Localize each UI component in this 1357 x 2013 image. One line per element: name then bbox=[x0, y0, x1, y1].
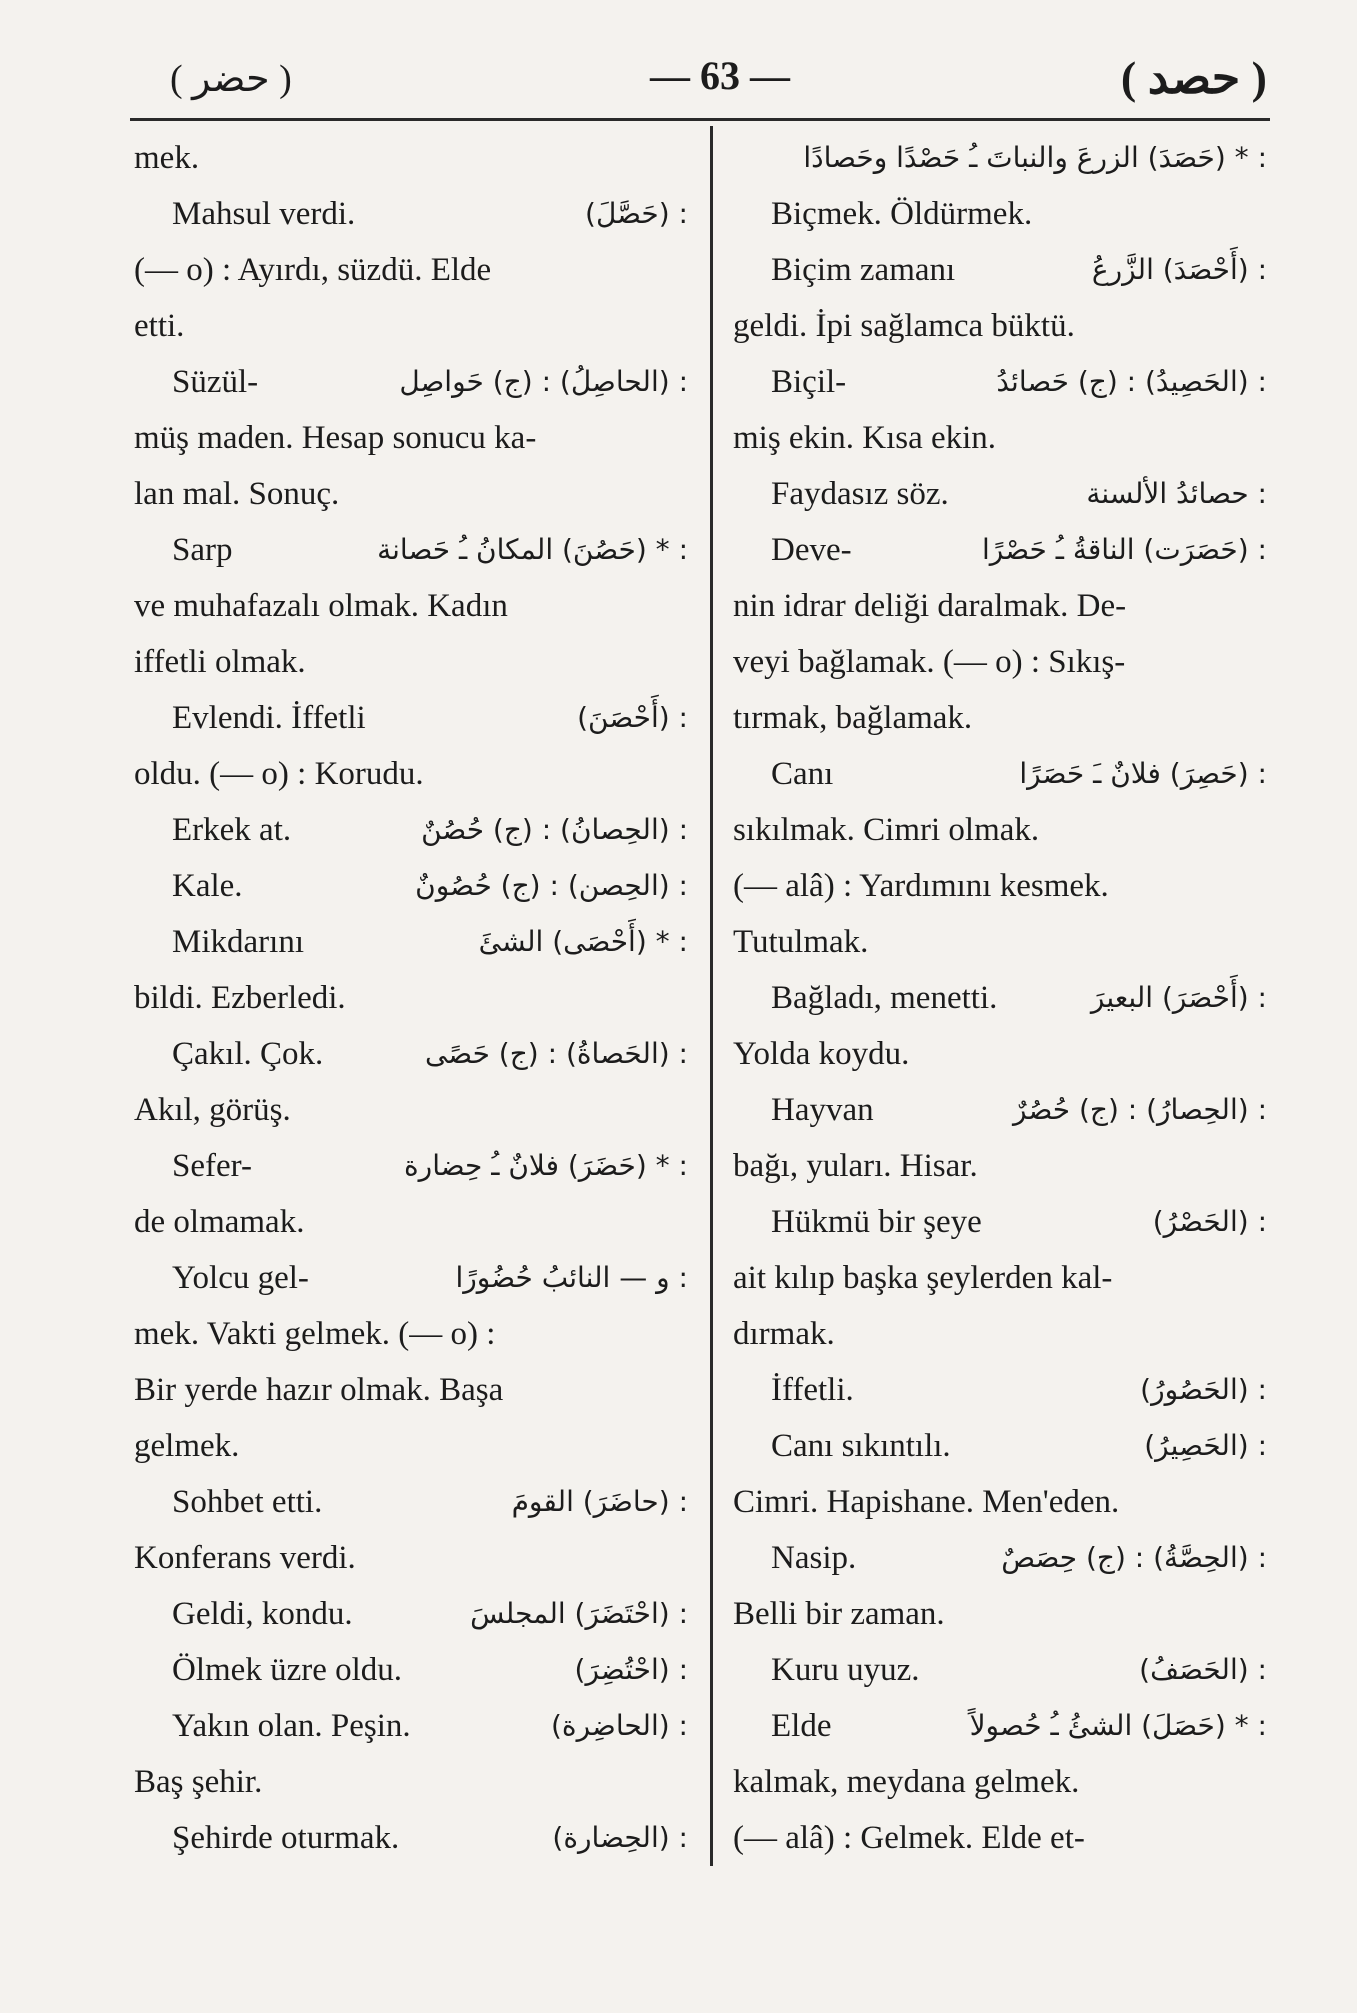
entry-line bbox=[134, 858, 694, 914]
entry-line bbox=[134, 578, 694, 634]
turkish-text: geldi. İpi sağlamca büktü. bbox=[733, 308, 1075, 344]
entry-line bbox=[134, 746, 694, 802]
turkish-text: Sefer- bbox=[172, 1148, 252, 1184]
entry-line bbox=[733, 746, 1273, 802]
turkish-text: Yolda koydu. bbox=[733, 1036, 910, 1072]
entry-line bbox=[733, 1250, 1273, 1306]
entry-line bbox=[134, 802, 694, 858]
turkish-text: Sarp bbox=[172, 532, 233, 568]
turkish-text: Evlendi. İffetli bbox=[172, 700, 366, 736]
turkish-text: Mikdarını bbox=[172, 924, 304, 960]
turkish-text: sıkılmak. Cimri olmak. bbox=[733, 812, 1040, 848]
page-number: — 63 — bbox=[650, 53, 790, 98]
arabic-headword: : (الحَصَفُ) bbox=[1139, 1653, 1267, 1686]
entry-line bbox=[733, 634, 1273, 690]
entry-line bbox=[733, 1474, 1273, 1530]
arabic-headword: : (أَحْصَرَ) البعيرَ bbox=[1090, 981, 1267, 1014]
turkish-text: Şehirde oturmak. bbox=[172, 1820, 400, 1856]
arabic-headword: : (الحِصَّةُ) : (ج) حِصَصٌ bbox=[1001, 1541, 1267, 1574]
turkish-text: bildi. Ezberledi. bbox=[134, 980, 346, 1016]
entry-line bbox=[134, 1362, 694, 1418]
entry-line bbox=[733, 242, 1273, 298]
entry-line bbox=[134, 914, 694, 970]
arabic-headword: : (حَصَرَت) الناقةُ ـُ حَصْرًا bbox=[982, 533, 1267, 566]
turkish-text: bağı, yuları. Hisar. bbox=[733, 1148, 978, 1184]
header-rule bbox=[130, 118, 1270, 121]
left-column bbox=[134, 130, 694, 1866]
turkish-text: dırmak. bbox=[733, 1316, 835, 1352]
arabic-headword: : * (حَصَدَ) الزرعَ والنباتَ ـُ حَصْدًا وحَصادًا bbox=[803, 141, 1267, 174]
turkish-text: Kale. bbox=[172, 868, 243, 904]
entry-line bbox=[134, 522, 694, 578]
turkish-text: Geldi, kondu. bbox=[172, 1596, 353, 1632]
turkish-text: Bağladı, menetti. bbox=[771, 980, 998, 1016]
turkish-text: Sohbet etti. bbox=[172, 1484, 323, 1520]
turkish-text: oldu. (— o) : Korudu. bbox=[134, 756, 424, 792]
entry-line bbox=[134, 1698, 694, 1754]
arabic-headword: : (الحِصارُ) : (ج) حُصُرٌ bbox=[1013, 1093, 1267, 1126]
arabic-headword: : * (حَصُنَ) المكانُ ـُ حَصانة bbox=[377, 533, 688, 566]
entry-line bbox=[134, 466, 694, 522]
turkish-text: mek. bbox=[134, 140, 200, 176]
turkish-text: iffetli olmak. bbox=[134, 644, 306, 680]
entry-line bbox=[134, 1754, 694, 1810]
entry-line bbox=[733, 690, 1273, 746]
entry-line bbox=[733, 1362, 1273, 1418]
entry-line bbox=[733, 1418, 1273, 1474]
turkish-text: Konferans verdi. bbox=[134, 1540, 356, 1576]
entry-line bbox=[134, 186, 694, 242]
arabic-headword: : (الحَصِيدُ) : (ج) حَصائدُ bbox=[996, 365, 1267, 398]
entry-line bbox=[134, 1138, 694, 1194]
entry-line bbox=[134, 1250, 694, 1306]
turkish-text: etti. bbox=[134, 308, 185, 344]
entry-line bbox=[733, 1530, 1273, 1586]
entry-line bbox=[733, 186, 1273, 242]
arabic-headword: : (الحاصِلُ) : (ج) حَواصِل bbox=[399, 365, 688, 398]
entry-line bbox=[134, 1810, 694, 1866]
arabic-headword: : و — النائبُ حُضُورًا bbox=[455, 1261, 688, 1294]
entry-line bbox=[134, 242, 694, 298]
entry-line bbox=[134, 1586, 694, 1642]
turkish-text: Kuru uyuz. bbox=[771, 1652, 920, 1688]
turkish-text: Akıl, görüş. bbox=[134, 1092, 291, 1128]
turkish-text: Yakın olan. Peşin. bbox=[172, 1708, 411, 1744]
entry-line bbox=[733, 970, 1273, 1026]
entry-line bbox=[134, 1418, 694, 1474]
entry-line bbox=[134, 970, 694, 1026]
entry-line bbox=[733, 522, 1273, 578]
entry-line bbox=[733, 1698, 1273, 1754]
turkish-text: ve muhafazalı olmak. Kadın bbox=[134, 588, 508, 624]
turkish-text: de olmamak. bbox=[134, 1204, 305, 1240]
turkish-text: Belli bir zaman. bbox=[733, 1596, 945, 1632]
entry-line bbox=[733, 1026, 1273, 1082]
turkish-text: (— o) : Ayırdı, süzdü. Elde bbox=[134, 252, 492, 288]
turkish-text: Deve- bbox=[771, 532, 852, 568]
entry-line bbox=[733, 858, 1273, 914]
turkish-text: Biçim zamanı bbox=[771, 252, 956, 288]
entry-line bbox=[733, 1138, 1273, 1194]
turkish-text: Yolcu gel- bbox=[172, 1260, 309, 1296]
turkish-text: Hükmü bir şeye bbox=[771, 1204, 982, 1240]
arabic-headword: : * (أَحْصَى) الشئَ bbox=[478, 925, 688, 958]
arabic-headword: : (احْتُضِرَ) bbox=[574, 1653, 688, 1686]
turkish-text: kalmak, meydana gelmek. bbox=[733, 1764, 1080, 1800]
arabic-headword: : (الحَصُورُ) bbox=[1140, 1373, 1267, 1406]
turkish-text: Cimri. Hapishane. Men'eden. bbox=[733, 1484, 1120, 1520]
turkish-text: Canı sıkıntılı. bbox=[771, 1428, 951, 1464]
turkish-text: mek. Vakti gelmek. (— o) : bbox=[134, 1316, 496, 1352]
turkish-text: Bir yerde hazır olmak. Başa bbox=[134, 1372, 504, 1408]
turkish-text: tırmak, bağlamak. bbox=[733, 700, 973, 736]
arabic-headword: : (حَصَّلَ) bbox=[585, 197, 688, 230]
turkish-text: Elde bbox=[771, 1708, 832, 1744]
entry-line bbox=[733, 410, 1273, 466]
turkish-text: gelmek. bbox=[134, 1428, 240, 1464]
entry-line bbox=[134, 1306, 694, 1362]
entry-line bbox=[733, 1306, 1273, 1362]
arabic-headword: : (أَحْصَنَ) bbox=[577, 701, 688, 734]
column-divider bbox=[710, 126, 713, 1866]
entry-line bbox=[733, 1810, 1273, 1866]
turkish-text: ait kılıp başka şeylerden kal- bbox=[733, 1260, 1113, 1296]
turkish-text: (— alâ) : Gelmek. Elde et- bbox=[733, 1820, 1085, 1856]
turkish-text: Ölmek üzre oldu. bbox=[172, 1652, 403, 1688]
entry-line bbox=[733, 1754, 1273, 1810]
arabic-headword: : (الحِصن) : (ج) حُصُونٌ bbox=[415, 869, 688, 902]
arabic-headword: : (حَصِرَ) فلانٌ ـَ حَصَرًا bbox=[1019, 757, 1267, 790]
entry-line bbox=[134, 410, 694, 466]
entry-line bbox=[733, 354, 1273, 410]
page-header bbox=[130, 48, 1267, 108]
arabic-headword: : * (حَصَلَ) الشئُ ـُ حُصولاً bbox=[969, 1709, 1267, 1742]
arabic-headword: : (الحِصانُ) : (ج) حُصُنٌ bbox=[421, 813, 688, 846]
arabic-headword: : (الحِضارة) bbox=[552, 1821, 688, 1854]
arabic-headword: : حصائدُ الألسنة bbox=[1086, 477, 1267, 510]
entry-line bbox=[733, 578, 1273, 634]
entry-line bbox=[134, 690, 694, 746]
header-left-root: ( حضر ) bbox=[170, 58, 292, 100]
arabic-headword: : (الحاضِرة) bbox=[551, 1709, 688, 1742]
entry-line bbox=[134, 298, 694, 354]
turkish-text: miş ekin. Kısa ekin. bbox=[733, 420, 997, 456]
turkish-text: veyi bağlamak. (— o) : Sıkış- bbox=[733, 644, 1126, 680]
arabic-headword: : (أَحْصَدَ) الزَّرعُ bbox=[1091, 253, 1267, 286]
turkish-text: Baş şehir. bbox=[134, 1764, 263, 1800]
entry-line bbox=[134, 634, 694, 690]
arabic-headword: : (احْتَضَرَ) المجلسَ bbox=[470, 1597, 688, 1630]
arabic-headword: : (الحَصِيرُ) bbox=[1144, 1429, 1267, 1462]
turkish-text: Canı bbox=[771, 756, 834, 792]
turkish-text: Çakıl. Çok. bbox=[172, 1036, 324, 1072]
entry-line bbox=[134, 1194, 694, 1250]
entry-line bbox=[733, 298, 1273, 354]
arabic-headword: : (الحَصْرُ) bbox=[1152, 1205, 1267, 1238]
turkish-text: Biçmek. Öldürmek. bbox=[771, 196, 1033, 232]
entry-line bbox=[733, 1082, 1273, 1138]
turkish-text: Süzül- bbox=[172, 364, 259, 400]
right-column bbox=[733, 130, 1273, 1866]
entry-line bbox=[733, 802, 1273, 858]
entry-line bbox=[134, 1026, 694, 1082]
entry-line bbox=[733, 466, 1273, 522]
turkish-text: nin idrar deliği daralmak. De- bbox=[733, 588, 1127, 624]
entry-line bbox=[733, 1194, 1273, 1250]
arabic-headword: : (الحَصاةُ) : (ج) حَصًى bbox=[424, 1037, 688, 1070]
turkish-text: Biçil- bbox=[771, 364, 847, 400]
entry-line bbox=[733, 914, 1273, 970]
turkish-text: (— alâ) : Yardımını kesmek. bbox=[733, 868, 1109, 904]
entry-line bbox=[733, 1586, 1273, 1642]
entry-line bbox=[733, 130, 1273, 186]
entry-line bbox=[134, 1082, 694, 1138]
arabic-headword: : (حاضَرَ) القومَ bbox=[511, 1485, 688, 1518]
entry-line bbox=[733, 1642, 1273, 1698]
entry-line bbox=[134, 1474, 694, 1530]
arabic-headword: : * (حَضَرَ) فلانٌ ـُ حِضارة bbox=[404, 1149, 688, 1182]
turkish-text: Mahsul verdi. bbox=[172, 196, 356, 232]
entry-line bbox=[134, 130, 694, 186]
turkish-text: Nasip. bbox=[771, 1540, 857, 1576]
entry-line bbox=[134, 354, 694, 410]
turkish-text: Hayvan bbox=[771, 1092, 874, 1128]
entry-line bbox=[134, 1530, 694, 1586]
turkish-text: İffetli. bbox=[771, 1372, 854, 1408]
turkish-text: lan mal. Sonuç. bbox=[134, 476, 340, 512]
turkish-text: müş maden. Hesap sonucu ka- bbox=[134, 420, 537, 456]
header-right-root: ( حصد ) bbox=[1120, 52, 1267, 103]
turkish-text: Tutulmak. bbox=[733, 924, 869, 960]
entry-line bbox=[134, 1642, 694, 1698]
turkish-text: Erkek at. bbox=[172, 812, 292, 848]
turkish-text: Faydasız söz. bbox=[771, 476, 949, 512]
